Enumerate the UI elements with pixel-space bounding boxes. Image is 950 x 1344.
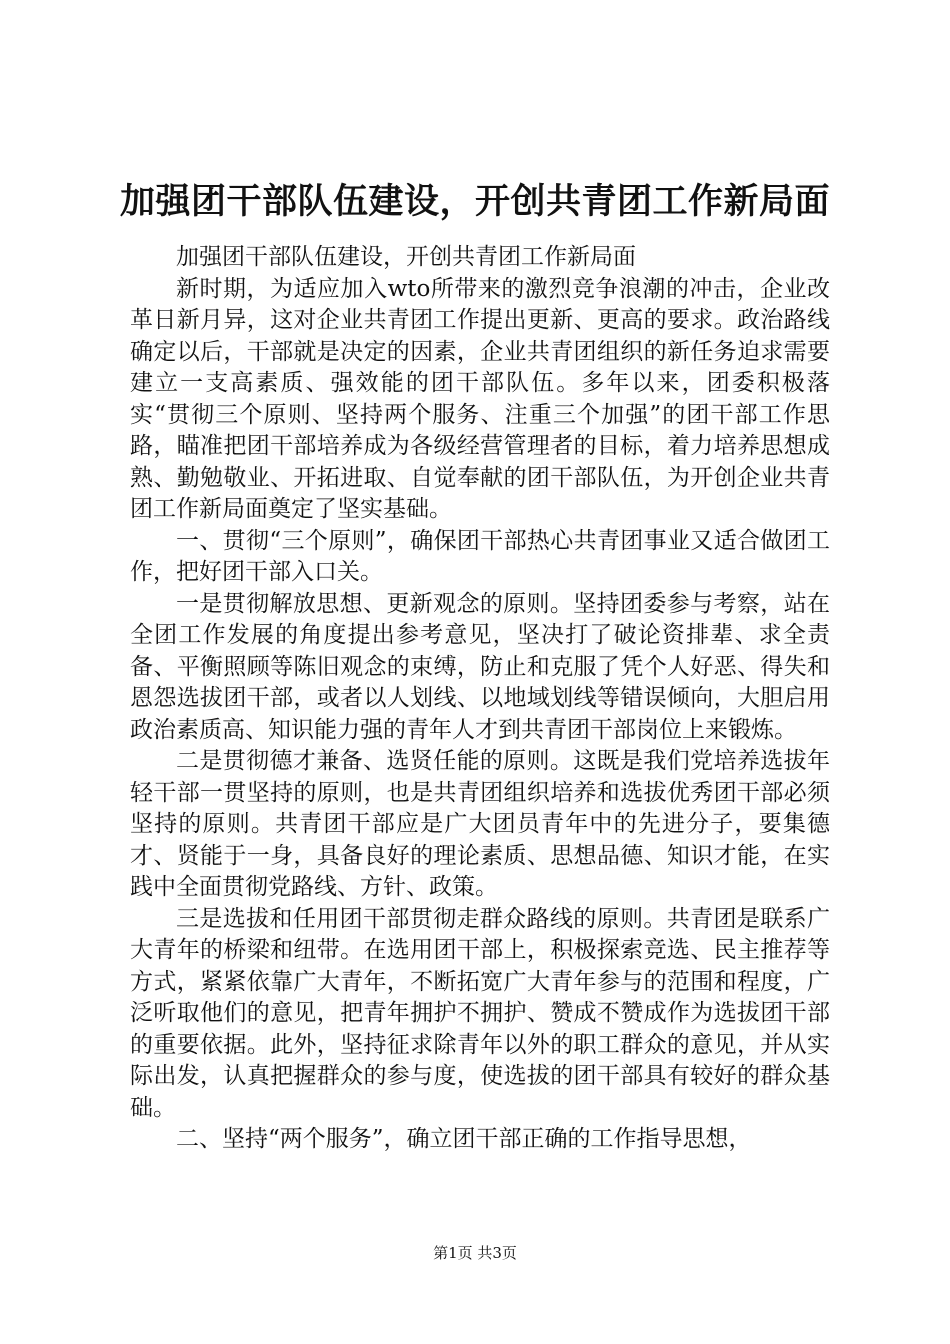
document-body	[130, 242, 830, 1156]
paragraph-subtitle: 加强团干部队伍建设，开创共青团工作新局面	[176, 244, 636, 270]
paragraph-intro: 新时期，为适应加入wto所带来的激烈竞争浪潮的冲击，企业改革日新月异，这对企业共青团工作提出更新、更高的要求。政治路线确定以后，干部就是决定的因素，企业共青团组织的新任务迫求需要建立一支高素质、强效能的团干部队伍。多年以来，团委积极落实“贯彻三个原则、坚持两个服务、注重三个加强”的团干部工作思路，瞄准把团干部培养成为各级经营管理者的目标，着力培养思想成熟、勤勉敬业、开拓进取、自觉奉献的团干部队伍，为开创企业共青团工作新局面奠定了坚实基础。	[130, 275, 830, 522]
paragraph-principle-2: 二是贯彻德才兼备、选贤任能的原则。这既是我们党培养选拔年轻干部一贯坚持的原则，也是共青团组织培养和选拔优秀团干部必须坚持的原则。共青团干部应是广大团员青年中的先进分子，要集德才、贤能于一身，具备良好的理论素质、思想品德、知识才能，在实践中全面贯彻党路线、方针、政策。	[130, 748, 830, 900]
paragraph-principle-3: 三是选拔和任用团干部贯彻走群众路线的原则。共青团是联系广大青年的桥梁和纽带。在选用团干部上，积极探索竞选、民主推荐等方式，紧紧依靠广大青年，不断拓宽广大青年参与的范围和程度，广泛听取他们的意见，把青年拥护不拥护、赞成不赞成作为选拔团干部的重要依据。此外，坚持征求除青年以外的职工群众的意见，并从实际出发，认真把握群众的参与度，使选拔的团干部具有较好的群众基础。	[130, 905, 830, 1121]
document-title: 加强团干部队伍建设，开创共青团工作新局面	[119, 181, 830, 222]
paragraph-section-2-heading: 二、坚持“两个服务”，确立团干部正确的工作指导思想，	[176, 1126, 752, 1152]
paragraph-section-1-heading: 一、贯彻“三个原则”，确保团干部热心共青团事业又适合做团工作，把好团干部入口关。	[130, 527, 830, 585]
paragraph-principle-1: 一是贯彻解放思想、更新观念的原则。坚持团委参与考察，站在全团工作发展的角度提出参考意见，坚决打了破论资排辈、求全责备、平衡照顾等陈旧观念的束缚，防止和克服了凭个人好恶、得失和恩怨选拔团干部，或者以人划线、以地域划线等错误倾向，大胆启用政治素质高、知识能力强的青年人才到共青团干部岗位上来锻炼。	[130, 590, 830, 743]
page-footer: 第1页 共3页	[433, 1244, 517, 1262]
